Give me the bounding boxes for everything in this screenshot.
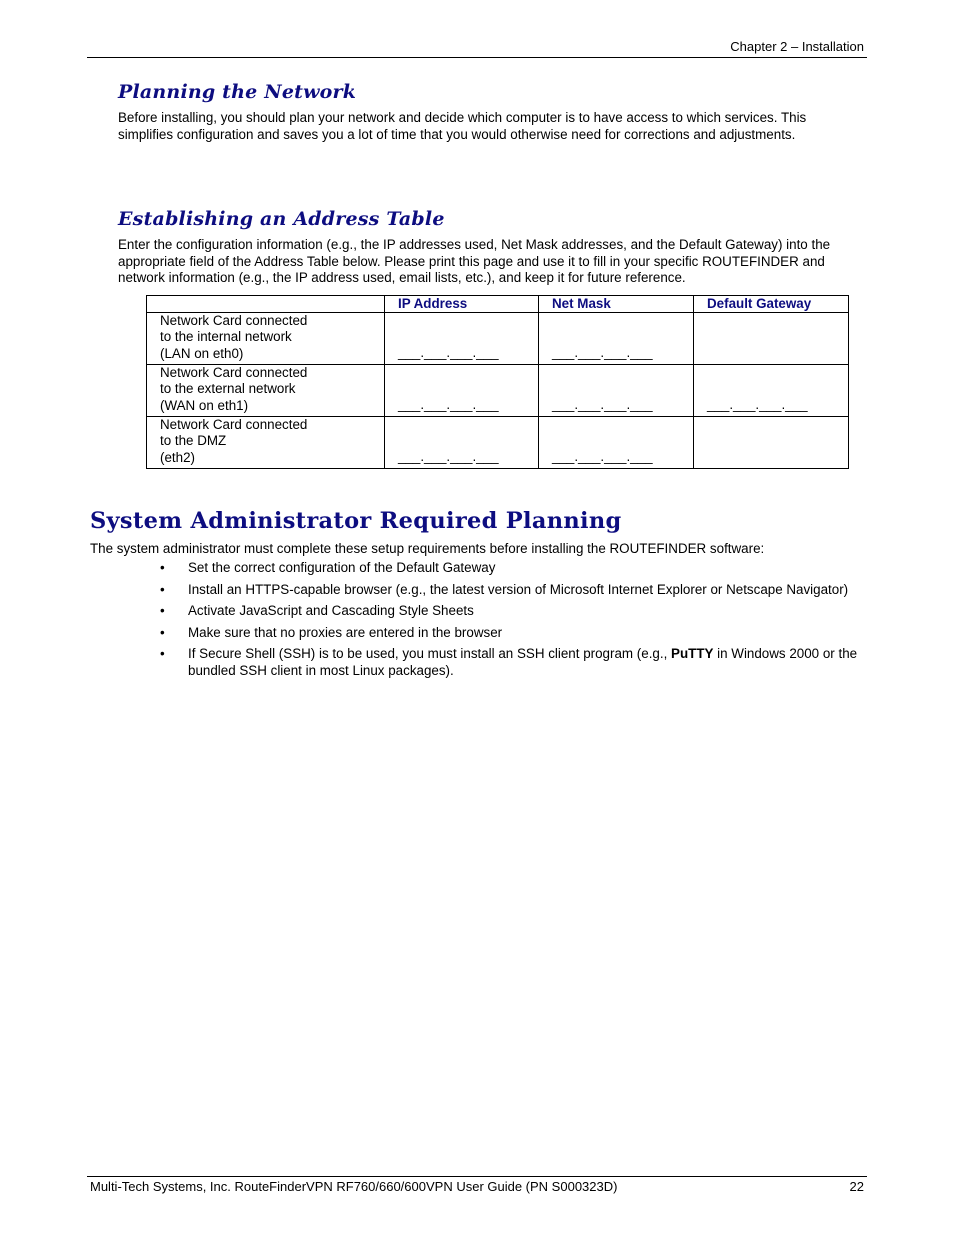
page-number: 22 <box>849 1179 864 1194</box>
row-label <box>147 417 385 469</box>
net-mask-blank[interactable]: ___.___.___.___ <box>539 313 694 365</box>
row-label-line: (LAN on eth0) <box>160 345 244 361</box>
default-gateway-blank[interactable]: ___.___.___.___ <box>694 365 849 417</box>
bullet-icon: • <box>160 581 165 597</box>
address-table <box>146 295 849 469</box>
planning-paragraph: Before installing, you should plan your network and decide which computer is to have access to which services. This simplifies configuration and saves you a lot of time that you would otherwise need for corrections and adjustments. <box>118 110 807 142</box>
running-header: Chapter 2 – Installation <box>730 39 864 54</box>
row-label-line: (eth2) <box>160 449 195 465</box>
requirements-list <box>160 560 860 684</box>
table-row <box>147 365 849 417</box>
putty-name: PuTTY <box>671 646 714 661</box>
row-label-line: to the DMZ <box>160 433 227 449</box>
net-mask-blank[interactable]: ___.___.___.___ <box>539 365 694 417</box>
row-label-line: Network Card connected <box>160 417 308 432</box>
bullet-icon: • <box>160 603 165 618</box>
address-table-heading: Establishing an Address Table <box>118 208 445 230</box>
address-table-paragraph: Enter the configuration information (e.g., the IP addresses used, Net Mask addresses, and the Default Gateway) into the appropriate field of the Address Table below. Please print this page and use it to fill in your specific ROUTEFINDER and network information (e.g., the IP address used, email lists, etc.), and keep it for future reference. <box>118 237 831 285</box>
list-item <box>160 603 860 620</box>
table-header-cell: Net Mask <box>539 296 694 313</box>
table-header-cell: IP Address <box>385 296 539 313</box>
row-label-line: Network Card connected <box>160 365 308 380</box>
row-label-line: to the internal network <box>160 329 292 345</box>
bullet-icon: • <box>160 646 165 661</box>
row-label <box>147 365 385 417</box>
list-item-text: Install an HTTPS-capable browser (e.g., the latest version of Microsoft Internet Explorer or Netscape Navigator) <box>188 581 849 597</box>
list-item-text: Set the correct configuration of the Default Gateway <box>188 560 496 575</box>
sysadmin-intro: The system administrator must complete these setup requirements before installing the ROUTEFINDER software: <box>90 541 765 556</box>
list-item-text: in Windows 2000 or the bundled SSH client in most Linux packages). <box>188 646 858 678</box>
bullet-icon: • <box>160 624 165 640</box>
planning-heading: Planning the Network <box>118 81 357 103</box>
default-gateway-blank[interactable] <box>694 313 849 365</box>
row-label-line: (WAN on eth1) <box>160 397 249 413</box>
table-header-row <box>147 296 849 313</box>
row-label-line: to the external network <box>160 381 296 397</box>
list-item <box>160 625 860 642</box>
ip-address-blank[interactable]: ___.___.___.___ <box>385 365 539 417</box>
list-item-text: Make sure that no proxies are entered in the browser <box>188 624 503 640</box>
ip-address-blank[interactable]: ___.___.___.___ <box>385 313 539 365</box>
list-item <box>160 646 860 679</box>
ip-address-blank[interactable]: ___.___.___.___ <box>385 417 539 469</box>
net-mask-blank[interactable]: ___.___.___.___ <box>539 417 694 469</box>
row-label-line: Network Card connected <box>160 313 308 328</box>
row-label <box>147 313 385 365</box>
table-header-cell: Default Gateway <box>694 296 849 313</box>
table-row <box>147 417 849 469</box>
bullet-icon: • <box>160 560 165 575</box>
list-item <box>160 582 860 599</box>
list-item-text: Activate JavaScript and Cascading Style Sheets <box>188 603 474 618</box>
default-gateway-blank[interactable] <box>694 417 849 469</box>
sysadmin-heading: System Administrator Required Planning <box>90 508 622 534</box>
footer-divider <box>87 1176 867 1177</box>
list-item <box>160 560 860 577</box>
footer-title: Multi-Tech Systems, Inc. RouteFinderVPN RF760/660/600VPN User Guide (PN S000323D) <box>90 1179 618 1194</box>
header-divider <box>87 57 867 58</box>
table-row <box>147 313 849 365</box>
table-header-cell <box>147 296 385 313</box>
list-item-text: If Secure Shell (SSH) is to be used, you must install an SSH client program (e.g., <box>188 646 672 661</box>
